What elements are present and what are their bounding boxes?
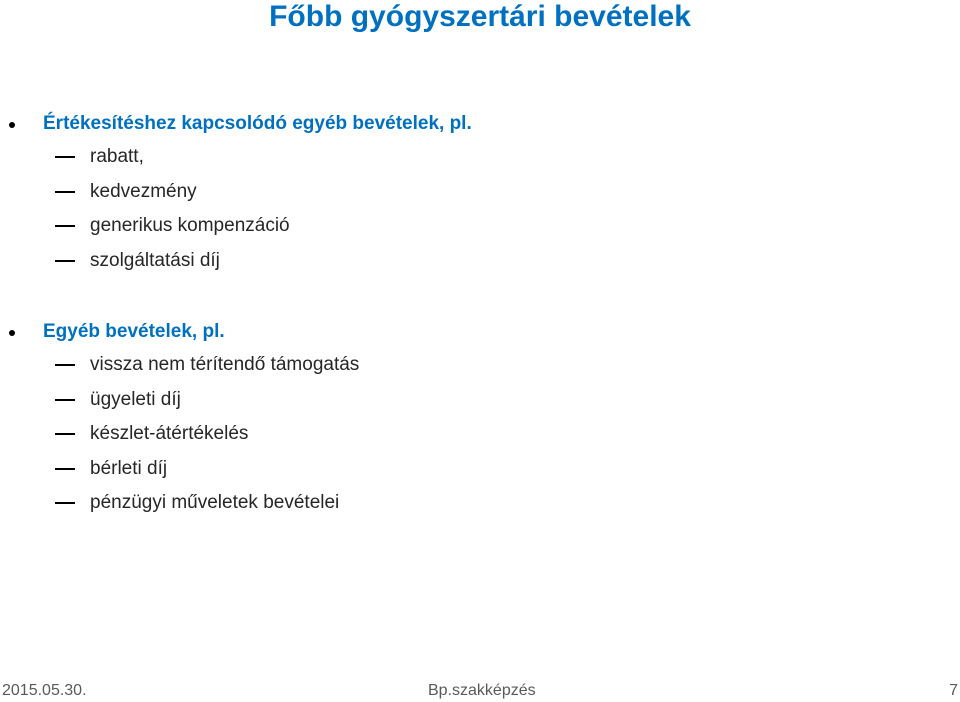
- list-item-text: kedvezmény: [90, 180, 197, 202]
- list-item: [0, 244, 960, 279]
- bullet-dot-icon: [9, 122, 15, 128]
- list-item-text: rabatt,: [90, 146, 144, 167]
- sub-item-list: [0, 140, 960, 278]
- list-item: [0, 452, 960, 487]
- list-item: [0, 486, 960, 521]
- list-item: [0, 348, 960, 383]
- dash-icon: [55, 191, 75, 193]
- dash-icon: [55, 433, 75, 435]
- list-item-text: szolgáltatási díj: [90, 249, 220, 271]
- dash-icon: [55, 156, 75, 158]
- section-sales-related-income: [0, 110, 960, 278]
- list-item-text: pénzügyi műveletek bevételei: [90, 492, 340, 513]
- list-item-text: vissza nem térítendő támogatás: [90, 354, 360, 375]
- footer-center-text: Bp.szakképzés: [428, 682, 536, 699]
- sub-item-list: [0, 348, 960, 521]
- list-item: [0, 140, 960, 175]
- slide-title: Főbb gyógyszertári bevételek: [269, 0, 691, 33]
- dash-icon: [55, 225, 75, 227]
- page-number: 7: [949, 682, 958, 699]
- dash-icon: [55, 399, 75, 401]
- list-item: [0, 417, 960, 452]
- list-item-text: készlet-átértékelés: [90, 423, 249, 444]
- bullet-dot-icon: [9, 330, 15, 336]
- section-heading: Egyéb bevételek, pl.: [43, 321, 225, 342]
- list-item: [0, 209, 960, 244]
- list-item-text: generikus kompenzáció: [90, 215, 290, 236]
- dash-icon: [55, 468, 75, 470]
- dash-icon: [55, 502, 75, 504]
- slide-footer: [0, 681, 960, 702]
- list-item-text: bérleti díj: [90, 457, 168, 479]
- footer-date: 2015.05.30.: [2, 682, 87, 699]
- list-item: [0, 175, 960, 210]
- dash-icon: [55, 260, 75, 262]
- bullet-heading-row: [0, 110, 960, 140]
- list-item-text: ügyeleti díj: [90, 388, 181, 410]
- bullet-heading-row: [0, 318, 960, 348]
- section-other-income: [0, 318, 960, 521]
- section-heading: Értékesítéshez kapcsolódó egyéb bevételek, pl.: [43, 113, 472, 134]
- list-item: [0, 383, 960, 418]
- dash-icon: [55, 364, 75, 366]
